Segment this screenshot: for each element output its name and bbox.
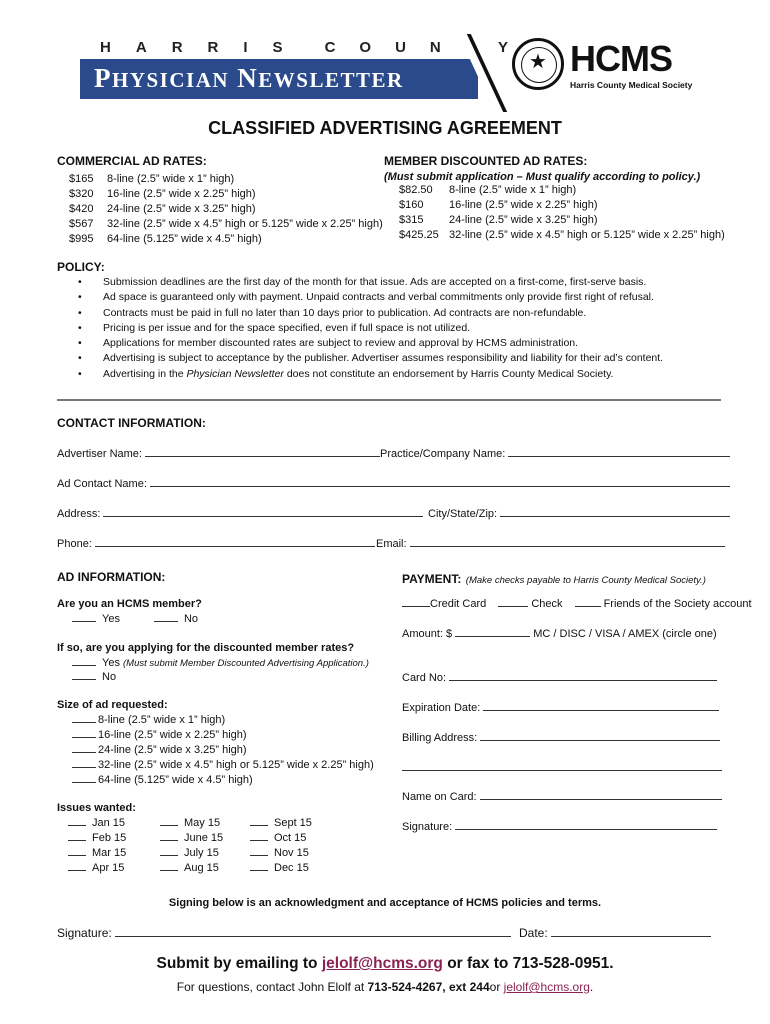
rate-description: 24-line (2.5” wide x 3.25” high) [449,214,598,226]
member-rate-row [399,183,725,198]
size-checkbox[interactable] [72,713,96,723]
member-rate-row [399,228,725,243]
issue-label: Feb 15 [92,832,127,844]
rate-description: 32-line (2.5” wide x 4.5” high or 5.125” wide x 2.25” high) [449,229,725,241]
contact-heading: CONTACT INFORMATION: [57,416,206,430]
rate-price: $420 [69,203,94,215]
issue-label: Aug 15 [184,862,219,874]
policy-text: Advertising in the [103,367,187,380]
size-label: 24-line (2.5” wide x 3.25” high) [98,744,247,756]
issue-label: July 15 [184,847,219,859]
size-option[interactable] [72,758,374,773]
discount-yes-option[interactable]: Yes (Must submit Member Discounted Advertising Application.) [72,656,369,669]
county-letter: R [171,39,183,56]
page-title: CLASSIFIED ADVERTISING AGREEMENT [208,118,562,138]
issue-option[interactable] [68,861,126,876]
rate-price: $320 [69,188,94,200]
issue-checkbox[interactable] [68,861,86,871]
county-letter: C [324,39,336,56]
email-field[interactable]: Email: [376,536,725,550]
ad-contact-name-field[interactable]: Ad Contact Name: [57,476,730,490]
issue-option[interactable] [68,816,126,831]
member-rate-row [399,198,725,213]
size-option[interactable] [72,728,374,743]
issue-checkbox[interactable] [160,846,178,856]
rate-description: 16-line (2.5” wide x 2.25” high) [449,199,598,211]
commercial-rates [57,154,383,247]
size-option[interactable] [72,743,374,758]
size-checkbox[interactable] [72,773,96,783]
issues-col-2 [160,816,223,876]
questions-contact: For questions, contact John Elolf at 713-524-4267, ext 244or jelolf@hcms.org. [176,980,594,994]
city-state-zip-field[interactable]: City/State/Zip: [428,506,730,520]
commercial-heading: COMMERCIAL AD RATES: [57,154,207,168]
member-note: (Must submit application – Must qualify according to policy.) [384,171,701,183]
harris-county-letters [100,39,508,56]
name-on-card-field[interactable]: Name on Card: [402,789,722,803]
section-divider [57,399,721,401]
signature-field[interactable]: Signature: [57,926,511,940]
size-label: 64-line (5.125” wide x 4.5” high) [98,774,253,786]
newsletter-header [80,34,693,104]
county-letter: H [100,39,111,56]
payment-heading: PAYMENT: [402,572,462,586]
rate-description: 64-line (5.125” wide x 4.5” high) [107,233,262,245]
payment-signature-field[interactable]: Signature: [402,819,717,833]
submit-instructions: Submit by emailing to jelolf@hcms.org or fax to 713-528-0951. [156,955,614,972]
physician-newsletter-banner: PHYSICIAN NEWSLETTER [80,59,478,99]
size-label: 8-line (2.5” wide x 1” high) [98,714,226,726]
hcms-logo: HCMS [570,38,672,79]
issue-label: Oct 15 [274,832,307,844]
rate-price: $315 [399,214,424,226]
county-letter: S [272,39,283,56]
county-letter: A [135,39,147,56]
card-number-field[interactable]: Card No: [402,670,717,684]
issue-label: Apr 15 [92,862,125,874]
rate-description: 16-line (2.5” wide x 2.25” high) [107,188,256,200]
issue-option[interactable] [250,816,312,831]
star-seal-icon: ★ [512,38,564,90]
size-options [72,713,374,788]
issue-checkbox[interactable] [250,816,268,826]
county-letter: R [207,39,219,56]
county-letter: Y [497,39,508,56]
policy-item: • Submission deadlines are the first day of the month for that issue. Ads are accepted on a first-come, first-serve basis. [57,275,663,290]
size-label: 32-line (2.5” wide x 4.5” high or 5.125” wide x 2.25” high) [98,759,374,771]
member-rate-row [399,213,725,228]
rate-description: 24-line (2.5” wide x 3.25” high) [107,203,256,215]
size-heading: Size of ad requested: [57,699,168,711]
issue-option[interactable] [250,831,312,846]
discount-question: If so, are you applying for the discounted member rates? [57,642,355,654]
discount-no-option[interactable]: No [72,670,116,683]
policy-item: • Pricing is per issue and for the space specified, even if full space is not utilized. [57,321,663,336]
advertiser-name-field[interactable]: Advertiser Name: [57,446,380,460]
policy-heading: POLICY: [57,260,105,274]
size-checkbox[interactable] [72,743,96,753]
issue-option[interactable] [160,846,223,861]
county-letter: I [243,39,248,56]
issue-option[interactable] [68,846,126,861]
phone-field[interactable]: Phone: [57,536,375,550]
newsletter-name: Physician Newsletter [186,367,284,380]
issue-option[interactable] [160,816,223,831]
size-checkbox[interactable] [72,758,96,768]
rate-description: 8-line (2.5” wide x 1” high) [449,184,577,196]
issue-option[interactable] [160,831,223,846]
issues-col-1 [68,816,126,876]
rate-price: $567 [69,218,94,230]
issue-checkbox[interactable] [160,861,178,871]
issue-checkbox[interactable] [68,846,86,856]
commercial-rate-row [69,187,383,202]
commercial-rate-row [69,217,383,232]
policy-item: • Advertising is subject to acceptance by the publisher. Advertiser assumes responsibility and liability for their ad’s content. [57,351,663,366]
hcms-logo-subtitle: Harris County Medical Society [570,80,693,90]
issue-label: Jan 15 [92,817,126,829]
issue-option[interactable] [160,861,223,876]
county-letter: O [359,39,372,56]
issue-label: May 15 [184,817,221,829]
billing-address-field[interactable]: Billing Address: [402,730,720,744]
issue-label: Dec 15 [274,862,309,874]
issue-checkbox[interactable] [160,816,178,826]
commercial-rate-row [69,232,383,247]
payment-note: (Make checks payable to Harris County Medical Society.) [465,575,706,586]
contact-email-link[interactable]: jelolf@hcms.org [503,980,590,994]
expiration-date-field[interactable]: Expiration Date: [402,700,719,714]
member-yes-option[interactable]: Yes No [72,612,198,625]
policy-item [57,367,663,382]
issue-checkbox[interactable] [160,831,178,841]
billing-address-line-2[interactable] [402,760,722,774]
issues-col-3 [250,816,312,876]
commercial-rate-row [69,202,383,217]
date-field[interactable]: Date: [519,926,711,940]
size-label: 16-line (2.5” wide x 2.25” high) [98,729,247,741]
county-letter: U [395,39,406,56]
ad-info-heading: AD INFORMATION: [57,570,166,584]
policy-item: • Ad space is guaranteed only with payment. Unpaid contracts and verbal commitments only provide first right of refusal. [57,290,663,305]
issue-checkbox[interactable] [250,861,268,871]
issue-option[interactable] [250,846,312,861]
address-field[interactable]: Address: [57,506,423,520]
issue-label: Sept 15 [274,817,312,829]
submit-email-link[interactable]: jelolf@hcms.org [321,955,443,972]
policy-item: • Applications for member discounted rates are subject to review and approval by HCMS administration. [57,336,663,351]
rate-price: $82.50 [399,184,433,196]
payment-heading-row [402,570,706,588]
policy-section [57,260,663,382]
size-option[interactable] [72,713,374,728]
issue-checkbox[interactable] [250,846,268,856]
payment-method-options[interactable]: Credit Card Check Friends of the Society account [402,596,752,610]
member-heading: MEMBER DISCOUNTED AD RATES: [384,154,588,168]
issue-checkbox[interactable] [68,816,86,826]
member-rates [384,154,725,243]
policy-item: • Contracts must be paid in full no later than 10 days prior to publication. Ad contracts are non-refundable. [57,306,663,321]
acknowledgment-text: Signing below is an acknowledgment and acceptance of HCMS policies and terms. [168,897,602,909]
rate-description: 32-line (2.5” wide x 4.5” high or 5.125” wide x 2.25” high) [107,218,383,230]
issue-option[interactable] [250,861,312,876]
rate-price: $995 [69,233,94,245]
size-option[interactable] [72,773,374,788]
issue-checkbox[interactable] [68,831,86,841]
issue-label: Mar 15 [92,847,127,859]
amount-field[interactable]: Amount: $ MC / DISC / VISA / AMEX (circle one) [402,628,717,640]
practice-name-field[interactable]: Practice/Company Name: [380,446,730,460]
member-question: Are you an HCMS member? [57,598,202,610]
issues-heading: Issues wanted: [57,802,136,814]
issue-option[interactable] [68,831,126,846]
rate-price: $425.25 [399,229,439,241]
rate-description: 8-line (2.5” wide x 1” high) [107,173,235,185]
rate-price: $160 [399,199,424,211]
issue-label: June 15 [184,832,224,844]
rate-price: $165 [69,173,94,185]
commercial-rate-row [69,172,383,187]
policy-text: does not constitute an endorsement by Harris County Medical Society. [283,367,614,380]
issue-label: Nov 15 [274,847,309,859]
size-checkbox[interactable] [72,728,96,738]
issue-checkbox[interactable] [250,831,268,841]
county-letter: N [429,39,441,56]
